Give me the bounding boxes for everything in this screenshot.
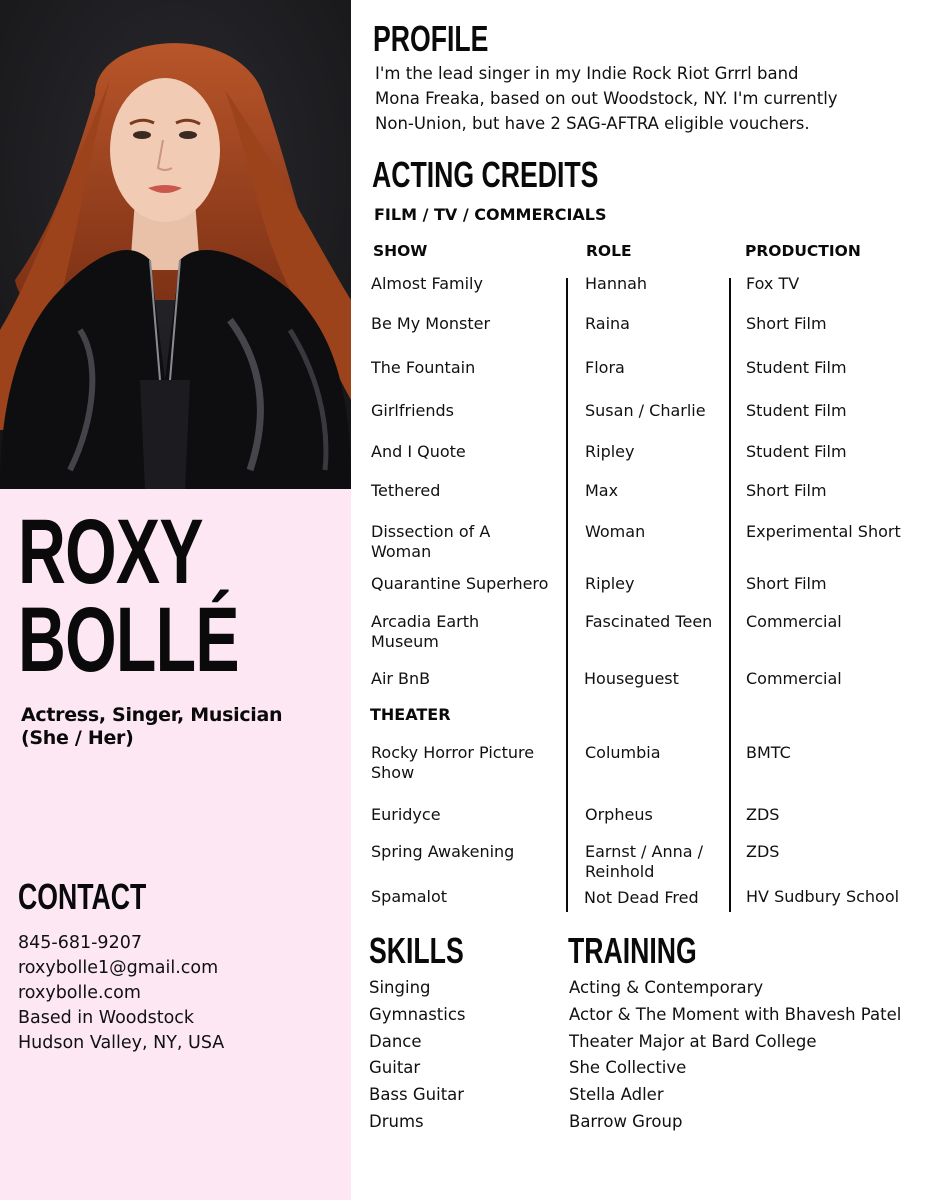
headshot-photo xyxy=(0,0,351,489)
column-divider xyxy=(566,278,568,912)
profile-heading: PROFILE xyxy=(373,18,489,59)
column-header-role: ROLE xyxy=(586,242,632,260)
credit-show: And I Quote xyxy=(371,442,466,461)
credit-role: Woman xyxy=(585,522,646,541)
credit-production: Fox TV xyxy=(746,274,800,293)
credit-show: Tethered xyxy=(371,481,441,500)
credit-production: Commercial xyxy=(746,669,842,688)
credit-role: Susan / Charlie xyxy=(585,401,706,420)
contact-info xyxy=(18,931,224,1056)
credit-show: Almost Family xyxy=(371,274,483,293)
tagline xyxy=(21,704,282,750)
credit-role: Not Dead Fred xyxy=(584,888,699,907)
credit-show: Rocky Horror Picture Show xyxy=(371,743,535,782)
training-item: She Collective xyxy=(569,1058,687,1078)
credit-production: Commercial xyxy=(746,612,842,631)
credit-production: Student Film xyxy=(746,358,847,377)
column-header-show: SHOW xyxy=(373,242,428,260)
training-list xyxy=(569,975,901,1136)
credit-show: Spamalot xyxy=(371,887,448,906)
credit-role: Orpheus xyxy=(585,805,653,824)
column-header-production: PRODUCTION xyxy=(745,242,861,260)
skill-item: Guitar xyxy=(369,1058,421,1078)
contact-phone: 845-681-9207 xyxy=(18,933,142,953)
credit-role: Hannah xyxy=(585,274,648,293)
profile-line: Non-Union, but have 2 SAG-AFTRA eligible vouchers. xyxy=(375,114,810,133)
credit-production: Student Film xyxy=(746,401,847,420)
profile-line: Mona Freaka, based on out Woodstock, NY. I'm currently xyxy=(375,89,838,108)
training-item: Stella Adler xyxy=(569,1085,664,1105)
credit-show: Air BnB xyxy=(371,669,431,688)
credit-production: Student Film xyxy=(746,442,847,461)
first-name: ROXY xyxy=(18,501,203,603)
credit-production: HV Sudbury School xyxy=(746,887,900,906)
skills-list xyxy=(369,975,466,1136)
credit-show: Arcadia Earth Museum xyxy=(371,612,480,651)
credit-role: Ripley xyxy=(585,574,635,593)
contact-location-2: Hudson Valley, NY, USA xyxy=(18,1033,225,1053)
credit-role: Houseguest xyxy=(584,669,679,688)
training-heading: TRAINING xyxy=(568,930,697,971)
contact-location-1: Based in Woodstock xyxy=(18,1008,195,1028)
credit-production: Short Film xyxy=(746,481,827,500)
skill-item: Gymnastics xyxy=(369,1004,466,1024)
credit-show: Spring Awakening xyxy=(371,842,515,861)
skills-heading: SKILLS xyxy=(369,930,464,971)
contact-heading: CONTACT xyxy=(18,876,147,917)
credit-show: Girlfriends xyxy=(371,401,454,420)
theater-subheading: THEATER xyxy=(370,705,451,724)
training-item: Barrow Group xyxy=(569,1111,683,1131)
contact-website: roxybolle.com xyxy=(18,983,141,1003)
credit-production: Short Film xyxy=(746,314,827,333)
credit-role: Earnst / Anna / Reinhold xyxy=(585,842,704,881)
credit-production: BMTC xyxy=(746,743,791,762)
credit-role: Max xyxy=(585,481,619,500)
credit-show: Dissection of A Woman xyxy=(371,522,491,561)
skill-item: Drums xyxy=(369,1111,424,1131)
skill-item: Bass Guitar xyxy=(369,1085,465,1105)
credit-role: Columbia xyxy=(585,743,661,762)
credit-role: Fascinated Teen xyxy=(585,612,713,631)
skill-item: Dance xyxy=(369,1031,422,1051)
tagline-pronouns: (She / Her) xyxy=(21,727,134,749)
credit-production: ZDS xyxy=(746,842,780,861)
film-tv-subheading: FILM / TV / COMMERCIALS xyxy=(374,205,607,224)
column-divider xyxy=(729,278,731,912)
credit-role: Ripley xyxy=(585,442,635,461)
credit-production: ZDS xyxy=(746,805,780,824)
credit-show: Quarantine Superhero xyxy=(371,574,549,593)
credit-show: Be My Monster xyxy=(371,314,491,333)
last-name: BOLLÉ xyxy=(18,589,239,691)
profile-line: I'm the lead singer in my Indie Rock Riot Grrrl band xyxy=(375,64,799,83)
credit-show: The Fountain xyxy=(371,358,476,377)
training-item: Acting & Contemporary xyxy=(569,978,764,997)
credit-production: Short Film xyxy=(746,574,827,593)
credit-production: Experimental Short xyxy=(746,522,901,541)
training-item: Theater Major at Bard College xyxy=(569,1031,817,1051)
profile-text xyxy=(375,61,855,136)
contact-email: roxybolle1@gmail.com xyxy=(18,958,219,978)
credit-role: Flora xyxy=(585,358,625,377)
acting-credits-heading: ACTING CREDITS xyxy=(372,154,599,195)
skill-item: Singing xyxy=(369,978,431,997)
credit-show: Euridyce xyxy=(371,805,441,824)
credit-role: Raina xyxy=(585,314,630,333)
training-item: Actor & The Moment with Bhavesh Patel xyxy=(569,1004,902,1024)
tagline-roles: Actress, Singer, Musician xyxy=(21,704,283,726)
name-block xyxy=(18,501,239,691)
